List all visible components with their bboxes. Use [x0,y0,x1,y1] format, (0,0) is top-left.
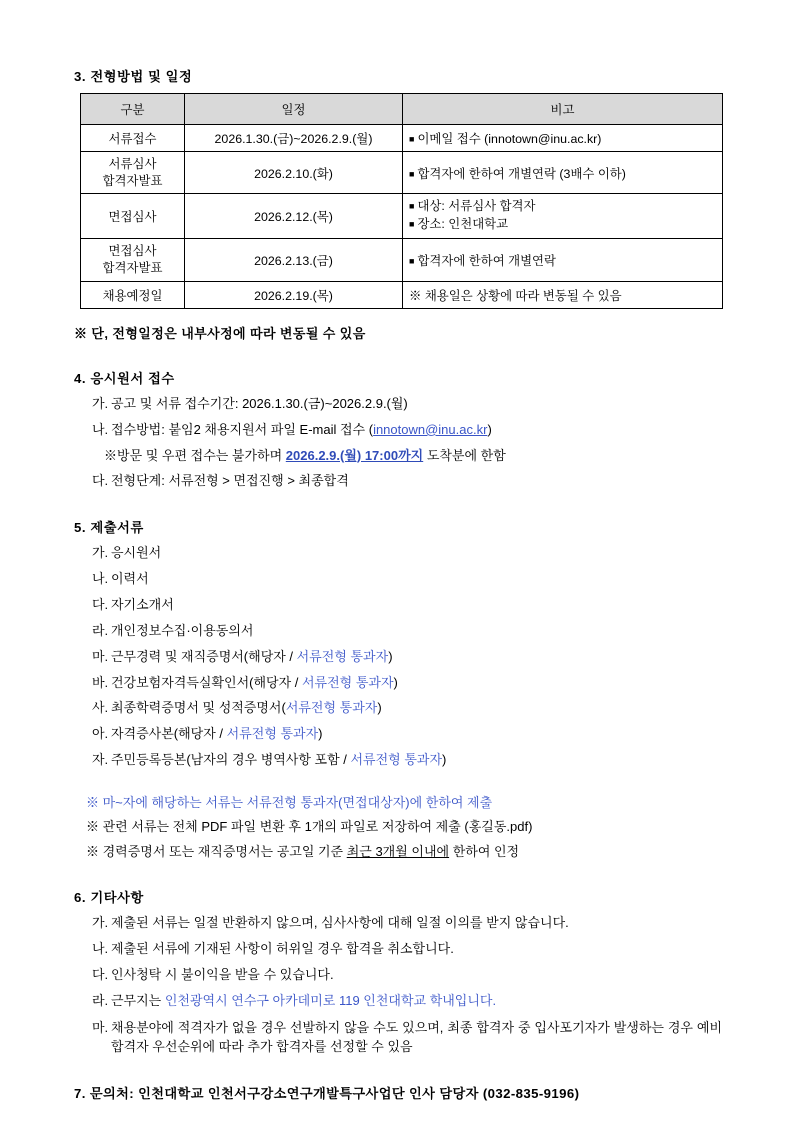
section-6-heading: 6. 기타사항 [74,890,144,906]
item-marker: 아. [92,726,109,742]
item-marker: 나. [92,571,109,587]
cell-schedule: 2026.2.10.(화) [185,152,403,194]
item-marker: 바. [92,674,109,690]
note-pre: 방문 및 우편 접수는 불가하며 [117,447,286,463]
item-text: 건강보험자격득실확인서(해당자 / [111,674,302,690]
item-text: 최종학력증명서 및 성적증명서( [111,700,286,716]
list-item [74,596,722,615]
item-marker: 자. [92,752,109,768]
remarks-text: 이메일 접수 (innotown@inu.ac.kr) [417,132,602,146]
column-header-gubun: 구분 [81,94,185,125]
column-header-schedule: 일정 [185,94,403,125]
item-marker: 다. [92,473,109,489]
item-marker: 가. [92,915,109,931]
table-row [81,125,723,152]
cell-gubun: 면접심사 [81,194,185,239]
item-text-highlight: 서류전형 통과자 [226,726,319,742]
item-text: 제출된 서류는 일절 반환하지 않으며, 심사사항에 대해 일절 이의를 받지 않습니다. [111,915,569,931]
cell-remarks [403,125,723,152]
section-7-contact: 7. 문의처: 인천대학교 인천서구강소연구개발특구사업단 인사 담당자 (032-835-9196) [74,1085,580,1101]
submission-note-2: ※ 관련 서류는 전체 PDF 파일 변환 후 1개의 파일로 저장하여 제출 (홍길동.pdf) [86,819,533,835]
item-text: 인사청탁 시 불이익을 받을 수 있습니다. [111,967,334,983]
item-text: 채용분야에 적격자가 없을 경우 선발하지 않을 수도 있으며, 최종 합격자 중 입사포기자가 발생하는 경우 예비합격자 우선순위에 따라 추가 합격자를 선정할 수 있음 [111,1019,722,1055]
list-item [74,914,722,933]
cell-remarks [403,152,723,194]
cell-schedule: 2026.2.12.(목) [185,194,403,239]
list-item [74,725,722,744]
item-text-highlight: 서류전형 통과자 [301,674,394,690]
square-bullet-icon: ■ [409,134,415,144]
square-bullet-icon: ■ [409,256,415,267]
schedule-table [80,93,723,309]
table-row [81,194,723,239]
list-item [74,1018,722,1057]
list-item [74,648,722,667]
spacer [74,777,722,793]
cell-remarks [403,194,723,239]
item-text: 개인정보수집·이용동의서 [111,622,254,638]
table-row [81,152,723,194]
list-item [74,421,722,440]
item-text: 제출된 서류에 기재된 사항이 허위일 경우 합격을 취소합니다. [111,941,454,957]
remarks-line-1 [409,198,716,216]
item-marker: 가. [92,545,109,561]
list-item [74,544,722,563]
item-text: 자기소개서 [111,596,174,612]
note-post: 도착분에 한함 [423,447,506,463]
table-header-row [81,94,723,125]
item-text: 자격증사본(해당자 / [111,726,227,742]
list-item [74,751,722,770]
item-marker: 라. [92,622,109,638]
remarks-text: 합격자에 한하여 개별연락 (3배수 이하) [417,166,626,181]
square-bullet-icon: ■ [409,201,415,212]
list-item [74,472,722,491]
cell-gubun: 서류접수 [81,125,185,152]
list-item [74,622,722,641]
item-text-highlight: 서류전형 통과자 [350,752,443,768]
item-text: 근무경력 및 재직증명서(해당자 / [111,648,297,664]
item-marker: 마. [92,1019,109,1035]
note-pre: ※ 경력증명서 또는 재직증명서는 공고일 기준 [86,843,347,859]
gubun-line-1: 면접심사 [108,244,157,259]
list-item [74,966,722,985]
list-item [74,699,722,718]
schedule-change-note: ※ 단, 전형일정은 내부사정에 따라 변동될 수 있음 [74,325,366,341]
item-text: 전형단계: 서류전형 > 면접진행 > 최종합격 [111,473,349,489]
section-5-heading: 5. 제출서류 [74,520,144,536]
list-item [74,570,722,589]
document-content [74,66,722,1102]
table-row [81,239,723,281]
item-text: 이력서 [111,571,149,587]
remarks-text: 장소: 인천대학교 [417,217,509,232]
section-4-heading: 4. 응시원서 접수 [74,370,175,386]
table-row [81,281,723,308]
application-method-note [74,447,722,466]
email-link[interactable]: innotown@inu.ac.kr [373,421,488,437]
item-marker: 사. [92,700,109,716]
item-text-post: ) [318,726,323,742]
remarks-line-2 [409,216,716,234]
cell-schedule: 2026.2.19.(목) [185,281,403,308]
submission-note-1: ※ 마~자에 해당하는 서류는 서류전형 통과자(면접대상자)에 한하여 제출 [86,794,493,810]
item-marker: 나. [92,941,109,957]
item-text-post: ) [442,752,447,768]
item-text-post: ) [377,700,382,716]
deadline-emphasis: 2026.2.9.(월) 17:00까지 [285,447,424,463]
list-item [74,674,722,693]
note-post: 한하여 인정 [449,843,520,859]
item-marker: 나. [92,421,109,437]
item-text-highlight: 서류전형 통과자 [296,648,389,664]
note-marker: ※ [104,447,118,463]
item-text: 공고 및 서류 접수기간: 2026.1.30.(금)~2026.2.9.(월) [111,395,408,411]
item-marker: 라. [92,992,109,1008]
item-marker: 다. [92,967,109,983]
item-text: 근무지는 [111,992,165,1008]
note-emphasis: 최근 3개월 이내에 [346,843,450,859]
item-text-highlight: 서류전형 통과자 [285,700,378,716]
cell-gubun [81,239,185,281]
item-text-highlight: 인천광역시 연수구 아카데미로 119 인천대학교 학내입니다. [164,992,497,1008]
item-text-post: ) [393,674,398,690]
gubun-line-2: 합격자발표 [102,261,163,276]
item-text-post: ) [487,421,492,437]
submission-note-3 [74,842,722,862]
item-text: 접수방법: 붙임2 채용지원서 파일 E-mail 접수 ( [111,421,374,437]
column-header-remarks: 비고 [403,94,723,125]
cell-remarks: ※ 채용일은 상황에 따라 변동될 수 있음 [403,281,723,308]
list-item [74,992,722,1011]
remarks-text: 대상: 서류심사 합격자 [417,199,536,214]
cell-gubun: 채용예정일 [81,281,185,308]
cell-remarks [403,239,723,281]
list-item [74,940,722,959]
cell-schedule: 2026.2.13.(금) [185,239,403,281]
section-3-heading: 3. 전형방법 및 일정 [74,69,193,84]
square-bullet-icon: ■ [409,219,415,230]
item-marker: 마. [92,648,109,664]
gubun-line-2: 합격자발표 [102,173,163,188]
remarks-text: 합격자에 한하여 개별연락 [417,254,556,269]
item-text-post: ) [388,648,393,664]
square-bullet-icon: ■ [409,168,415,179]
list-item [74,395,722,414]
item-marker: 가. [92,395,109,411]
item-text: 주민등록등본(남자의 경우 병역사항 포함 / [111,752,351,768]
item-marker: 다. [92,596,109,612]
cell-gubun [81,152,185,194]
item-text: 응시원서 [111,545,162,561]
cell-schedule: 2026.1.30.(금)~2026.2.9.(월) [185,125,403,152]
gubun-line-1: 서류심사 [108,157,157,171]
